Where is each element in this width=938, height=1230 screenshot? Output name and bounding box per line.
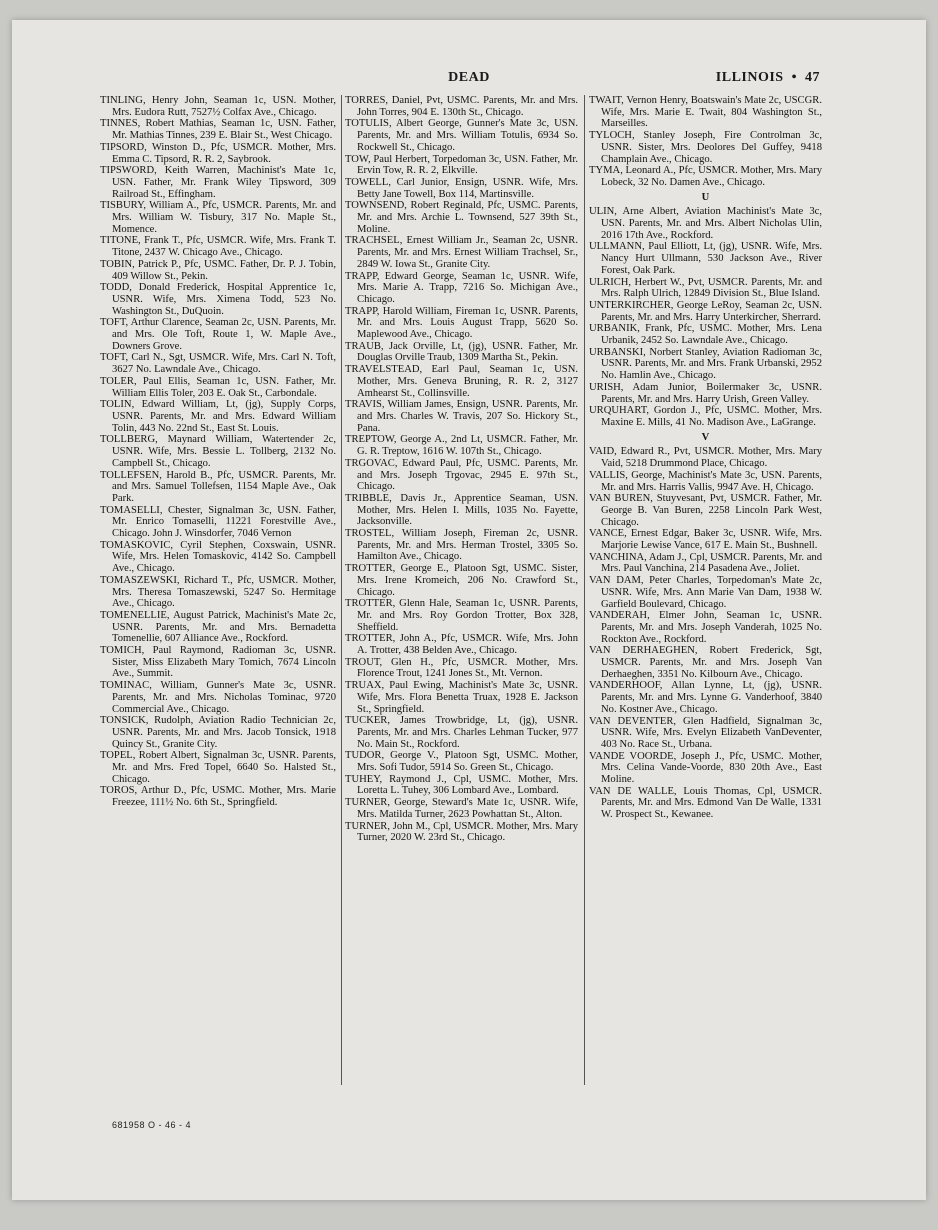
casualty-entry: TROTTER, John A., Pfc, USMCR. Wife, Mrs. John A. Trotter, 438 Belden Ave., Chicago. bbox=[345, 633, 578, 657]
casualty-entry: TRAVIS, William James, Ensign, USNR. Parents, Mr. and Mrs. Charles W. Travis, 207 So. Hickory St., Pana. bbox=[345, 399, 578, 434]
casualty-entry: TITONE, Frank T., Pfc, USMCR. Wife, Mrs. Frank T. Titone, 2437 W. Chicago Ave., Chicago. bbox=[100, 235, 336, 259]
casualty-entry: TOMASELLI, Chester, Signalman 3c, USN. Father, Mr. Enrico Tomaselli, 11221 Forestville Ave., Chicago. John J. Winsdorfer, 7046 Vernon bbox=[100, 504, 336, 540]
casualty-entry: TODD, Donald Frederick, Hospital Apprentice 1c, USNR. Wife, Mrs. Ximena Todd, 523 No. Washington St., DuQuoin. bbox=[100, 282, 336, 317]
casualty-entry: TRAVELSTEAD, Earl Paul, Seaman 1c, USN. Mother, Mrs. Geneva Bruning, R. R. 2, 3127 Amhearst St., Collinsville. bbox=[345, 364, 578, 399]
casualty-entry: URQUHART, Gordon J., Pfc, USMC. Mother, Mrs. Maxine E. Mills, 41 No. Madison Ave., LaGrange. bbox=[589, 405, 822, 428]
casualty-entry: VAN DERHAEGHEN, Robert Frederick, Sgt, USMCR. Parents, Mr. and Mrs. Joseph Van Derhaeghen, 3351 No. Kilbourn Ave., Chicago. bbox=[589, 645, 822, 680]
casualty-entry: TYLOCH, Stanley Joseph, Fire Controlman 3c, USNR. Sister, Mrs. Deolores Del Guffey, 9418 Champlain Ave., Chicago. bbox=[589, 130, 822, 165]
casualty-entry: TROTTER, Glenn Hale, Seaman 1c, USNR. Parents, Mr. and Mrs. Roy Gordon Trotter, Box 328, Sheffield. bbox=[345, 598, 578, 633]
section-letter-v: V bbox=[701, 431, 710, 443]
casualty-entry: VAN DEVENTER, Glen Hadfield, Signalman 3c, USNR. Wife, Mrs. Evelyn Elizabeth VanDeventer, 403 No. Race St., Urbana. bbox=[589, 715, 822, 750]
casualty-entry: TUDOR, George V., Platoon Sgt, USMC. Mother, Mrs. Sofi Tudor, 5914 So. Green St., Chicago. bbox=[345, 750, 578, 774]
column-2 bbox=[345, 95, 578, 844]
column-1 bbox=[100, 95, 336, 809]
page-number: 47 bbox=[805, 70, 820, 85]
casualty-entry: ULIN, Arne Albert, Aviation Machinist's Mate 3c, USN. Parents, Mr. and Mrs. Albert Nicholas Ulin, 2016 17th Ave., Rockford. bbox=[589, 206, 822, 241]
casualty-entry: TINLING, Henry John, Seaman 1c, USN. Mother, Mrs. Eudora Rutt, 7527½ Colfax Ave., Chicago. bbox=[100, 95, 336, 118]
casualty-entry: TRGOVAC, Edward Paul, Pfc, USMC. Parents, Mr. and Mrs. Joseph Trgovac, 2945 E. 97th St., Chicago. bbox=[345, 457, 578, 493]
casualty-entry: VAN DAM, Peter Charles, Torpedoman's Mate 2c, USNR. Wife, Mrs. Ann Marie Van Dam, 1938 W. Garfield Boulevard, Chicago. bbox=[589, 575, 822, 610]
column-divider bbox=[584, 95, 585, 1085]
casualty-entry: URBANSKI, Norbert Stanley, Aviation Radioman 3c, USNR. Parents, Mr. and Mrs. Frank Urbanski, 2952 No. Hamlin Ave., Chicago. bbox=[589, 346, 822, 382]
casualty-entry: TOPEL, Robert Albert, Signalman 3c, USNR. Parents, Mr. and Mrs. Fred Topel, 6640 So. Halsted St., Chicago. bbox=[100, 750, 336, 785]
casualty-entry: URBANIK, Frank, Pfc, USMC. Mother, Mrs. Lena Urbanik, 2452 So. Lawndale Ave., Chicago. bbox=[589, 323, 822, 347]
casualty-entry: TOMENELLIE, August Patrick, Machinist's Mate 2c, USNR. Parents, Mr. and Mrs. Bernadetta Tomenellie, 607 Alliance Ave., Rockford. bbox=[100, 609, 336, 645]
document-page bbox=[12, 20, 926, 1200]
casualty-entry: TRIBBLE, Davis Jr., Apprentice Seaman, USN. Mother, Mrs. Helen I. Mills, 1035 No. Fayette, Jacksonville. bbox=[345, 492, 578, 528]
casualty-entry: TRAUB, Jack Orville, Lt, (jg), USNR. Father, Mr. Douglas Orville Traub, 1309 Martha St., Pekin. bbox=[345, 340, 578, 364]
column-3 bbox=[589, 95, 822, 821]
section-letter-u: U bbox=[701, 191, 710, 203]
casualty-entry: TOFT, Carl N., Sgt, USMCR. Wife, Mrs. Carl N. Toft, 3627 No. Lawndale Ave., Chicago. bbox=[100, 352, 336, 376]
casualty-entry: TOBIN, Patrick P., Pfc, USMC. Father, Dr. P. J. Tobin, 409 Willow St., Pekin. bbox=[100, 258, 336, 282]
print-code: 681958 O - 46 - 4 bbox=[112, 1120, 192, 1130]
casualty-entry: TROSTEL, William Joseph, Fireman 2c, USNR. Parents, Mr. and Mrs. Herman Trostel, 3305 So. Hamilton Ave., Chicago. bbox=[345, 528, 578, 563]
bullet-separator: • bbox=[791, 70, 797, 85]
casualty-entry: TIPSORD, Winston D., Pfc, USMCR. Mother, Mrs. Emma C. Tipsord, R. R. 2, Saybrook. bbox=[100, 141, 336, 165]
casualty-entry: TOTULIS, Albert George, Gunner's Mate 3c, USN. Parents, Mr. and Mrs. William Totulis, 6934 So. Rockwell St., Chicago. bbox=[345, 118, 578, 153]
casualty-entry: TOLER, Paul Ellis, Seaman 1c, USN. Father, Mr. William Ellis Toler, 203 E. Oak St., Carbondale. bbox=[100, 375, 336, 399]
casualty-entry: TOW, Paul Herbert, Torpedoman 3c, USN. Father, Mr. Ervin Tow, R. R. 2, Elkville. bbox=[345, 153, 578, 177]
entries-t-continued bbox=[589, 95, 822, 189]
casualty-entry: VALLIS, George, Machinist's Mate 3c, USN. Parents, Mr. and Mrs. Harris Vallis, 9947 Ave. H, Chicago. bbox=[589, 469, 822, 493]
casualty-entry: TOWELL, Carl Junior, Ensign, USNR. Wife, Mrs. Betty Jane Towell, Box 114, Martinsville. bbox=[345, 176, 578, 200]
casualty-entry: VANDERAH, Elmer John, Seaman 1c, USNR. Parents, Mr. and Mrs. Joseph Vanderah, 1025 No. Rockton Ave., Rockford. bbox=[589, 610, 822, 645]
casualty-entry: TWAIT, Vernon Henry, Boatswain's Mate 2c, USCGR. Wife, Mrs. Marie E. Twait, 804 Washington St., Marseilles. bbox=[589, 95, 822, 130]
casualty-entry: TROTTER, George E., Platoon Sgt, USMC. Sister, Mrs. Irene Kromeich, 206 No. Crawford St., Chicago. bbox=[345, 563, 578, 598]
casualty-entry: TRACHSEL, Ernest William Jr., Seaman 2c, USNR. Parents, Mr. and Mrs. Ernest William Trachsel, Sr., 2849 W. Iowa St., Granite City. bbox=[345, 235, 578, 270]
casualty-entry: TOMINAC, William, Gunner's Mate 3c, USNR. Parents, Mr. and Mrs. Nicholas Tominac, 9720 Commercial Ave., Chicago. bbox=[100, 680, 336, 715]
casualty-entry: TYMA, Leonard A., Pfc, USMCR. Mother, Mrs. Mary Lobeck, 32 No. Damen Ave., Chicago. bbox=[589, 165, 822, 188]
entries-u bbox=[589, 206, 822, 428]
casualty-entry: TOFT, Arthur Clarence, Seaman 2c, USN. Parents, Mr. and Mrs. Ole Toft, Route 1, W. Maple Ave., Downers Grove. bbox=[100, 317, 336, 352]
casualty-entry: URISH, Adam Junior, Boilermaker 3c, USNR. Parents, Mr. and Mrs. Harry Urish, Green Valley. bbox=[589, 381, 822, 405]
column-divider bbox=[341, 95, 342, 1085]
casualty-entry: TUHEY, Raymond J., Cpl, USMC. Mother, Mrs. Loretta L. Tuhey, 306 Lombard Ave., Lombard. bbox=[345, 773, 578, 797]
casualty-entry: TRUAX, Paul Ewing, Machinist's Mate 3c, USNR. Wife, Mrs. Flora Benetta Truax, 1928 E. Jackson St., Springfield. bbox=[345, 680, 578, 715]
casualty-entry: VANDE VOORDE, Joseph J., Pfc, USMC. Mother, Mrs. Celina Vande-Voorde, 830 20th Ave., East Moline. bbox=[589, 750, 822, 786]
casualty-entry: TRAPP, Harold William, Fireman 1c, USNR. Parents, Mr. and Mrs. Louis August Trapp, 5620 So. Maplewood Ave., Chicago. bbox=[345, 305, 578, 341]
casualty-entry: TREPTOW, George A., 2nd Lt, USMCR. Father, Mr. G. R. Treptow, 1616 W. 107th St., Chicago. bbox=[345, 434, 578, 458]
casualty-entry: ULLMANN, Paul Elliott, Lt, (jg), USNR. Wife, Mrs. Nancy Hurt Ullmann, 530 Jackson Ave., River Forest, Oak Park. bbox=[589, 241, 822, 276]
running-header-right bbox=[716, 70, 820, 86]
casualty-entry: VAN BUREN, Stuyvesant, Pvt, USMCR. Father, Mr. George B. Van Buren, 2258 Lincoln Park West, Chicago. bbox=[589, 493, 822, 528]
casualty-entry: TROUT, Glen H., Pfc, USMCR. Mother, Mrs. Florence Trout, 1241 Jones St., Mt. Vernon. bbox=[345, 656, 578, 680]
entries-v bbox=[589, 446, 822, 821]
casualty-entry: TURNER, John M., Cpl, USMCR. Mother, Mrs. Mary Turner, 2020 W. 23rd St., Chicago. bbox=[345, 820, 578, 844]
casualty-entry: VANCHINA, Adam J., Cpl, USMCR. Parents, Mr. and Mrs. Paul Vanchina, 214 Pasadena Ave., Joliet. bbox=[589, 551, 822, 575]
casualty-entry: VAID, Edward R., Pvt, USMCR. Mother, Mrs. Mary Vaid, 5218 Drummond Place, Chicago. bbox=[589, 446, 822, 470]
state-name: ILLINOIS bbox=[715, 70, 784, 85]
casualty-entry: TUCKER, James Trowbridge, Lt, (jg), USNR. Parents, Mr. and Mrs. Charles Lehman Tucker, 977 No. Main St., Rockford. bbox=[345, 715, 578, 750]
casualty-entry: TINNES, Robert Mathias, Seaman 1c, USN. Father, Mr. Mathias Tinnes, 239 E. Blair St., West Chicago. bbox=[100, 118, 336, 142]
casualty-entry: TOMICH, Paul Raymond, Radioman 3c, USNR. Sister, Miss Elizabeth Mary Tomich, 7674 Lincoln Ave., Summit. bbox=[100, 645, 336, 680]
casualty-entry: UNTERKIRCHER, George LeRoy, Seaman 2c, USN. Parents, Mr. and Mrs. Harry Unterkircher, Sherrard. bbox=[589, 299, 822, 323]
casualty-entry: TRAPP, Edward George, Seaman 1c, USNR. Wife, Mrs. Marie A. Trapp, 7216 So. Michigan Ave., Chicago. bbox=[345, 270, 578, 305]
running-header-title: DEAD bbox=[448, 70, 490, 85]
casualty-entry: TIPSWORD, Keith Warren, Machinist's Mate 1c, USN. Father, Mr. Frank Wiley Tipsword, 309 Railroad St., Effingham. bbox=[100, 165, 336, 200]
casualty-entry: TOROS, Arthur D., Pfc, USMC. Mother, Mrs. Marie Freezee, 111½ No. 6th St., Springfield. bbox=[100, 785, 336, 809]
casualty-entry: VANCE, Ernest Edgar, Baker 3c, USNR. Wife, Mrs. Marjorie Lewise Vance, 617 E. Main St., Bushnell. bbox=[589, 528, 822, 552]
casualty-entry: ULRICH, Herbert W., Pvt, USMCR. Parents, Mr. and Mrs. Ralph Ulrich, 12849 Division St., Blue Island. bbox=[589, 276, 822, 300]
casualty-entry: TOLLBERG, Maynard William, Watertender 2c, USNR. Wife, Mrs. Bessie L. Tollberg, 2132 No. Campbell St., Chicago. bbox=[100, 434, 336, 469]
casualty-entry: TURNER, George, Steward's Mate 1c, USNR. Wife, Mrs. Matilda Turner, 2623 Powhattan St., Alton. bbox=[345, 797, 578, 820]
casualty-entry: TOLLEFSEN, Harold B., Pfc, USMCR. Parents, Mr. and Mrs. Samuel Tollefsen, 1154 Maple Ave., Oak Park. bbox=[100, 469, 336, 504]
casualty-entry: TORRES, Daniel, Pvt, USMC. Parents, Mr. and Mrs. John Torres, 904 E. 130th St., Chicago. bbox=[345, 95, 578, 118]
casualty-entry: TOMASZEWSKI, Richard T., Pfc, USMCR. Mother, Mrs. Theresa Tomaszewski, 5247 So. Hermitage Ave., Chicago. bbox=[100, 574, 336, 610]
casualty-entry: TOWNSEND, Robert Reginald, Pfc, USMC. Parents, Mr. and Mrs. Archie L. Townsend, 527 39th St., Moline. bbox=[345, 200, 578, 235]
casualty-entry: VANDERHOOF, Allan Lynne, Lt, (jg), USNR. Parents, Mr. and Mrs. Lynne G. Vanderhoof, 3840 No. Kostner Ave., Chicago. bbox=[589, 680, 822, 715]
casualty-entry: TONSICK, Rudolph, Aviation Radio Technician 2c, USNR. Parents, Mr. and Mrs. Jacob Tonsick, 1918 Quincy St., Granite City. bbox=[100, 715, 336, 750]
casualty-entry: TOLIN, Edward William, Lt, (jg), Supply Corps, USNR. Parents, Mr. and Mrs. Edward William Tolin, 443 No. 22nd St., East St. Louis. bbox=[100, 399, 336, 434]
casualty-entry: TISBURY, William A., Pfc, USMCR. Parents, Mr. and Mrs. William W. Tisbury, 317 No. Maple St., Momence. bbox=[100, 200, 336, 235]
casualty-entry: TOMASKOVIC, Cyril Stephen, Coxswain, USNR. Wife, Mrs. Helen Tomaskovic, 4142 So. Campbell Ave., Chicago. bbox=[100, 539, 336, 575]
casualty-entry: VAN DE WALLE, Louis Thomas, Cpl, USMCR. Parents, Mr. and Mrs. Edmond Van De Walle, 1331 W. Prospect St., Kewanee. bbox=[589, 785, 822, 821]
